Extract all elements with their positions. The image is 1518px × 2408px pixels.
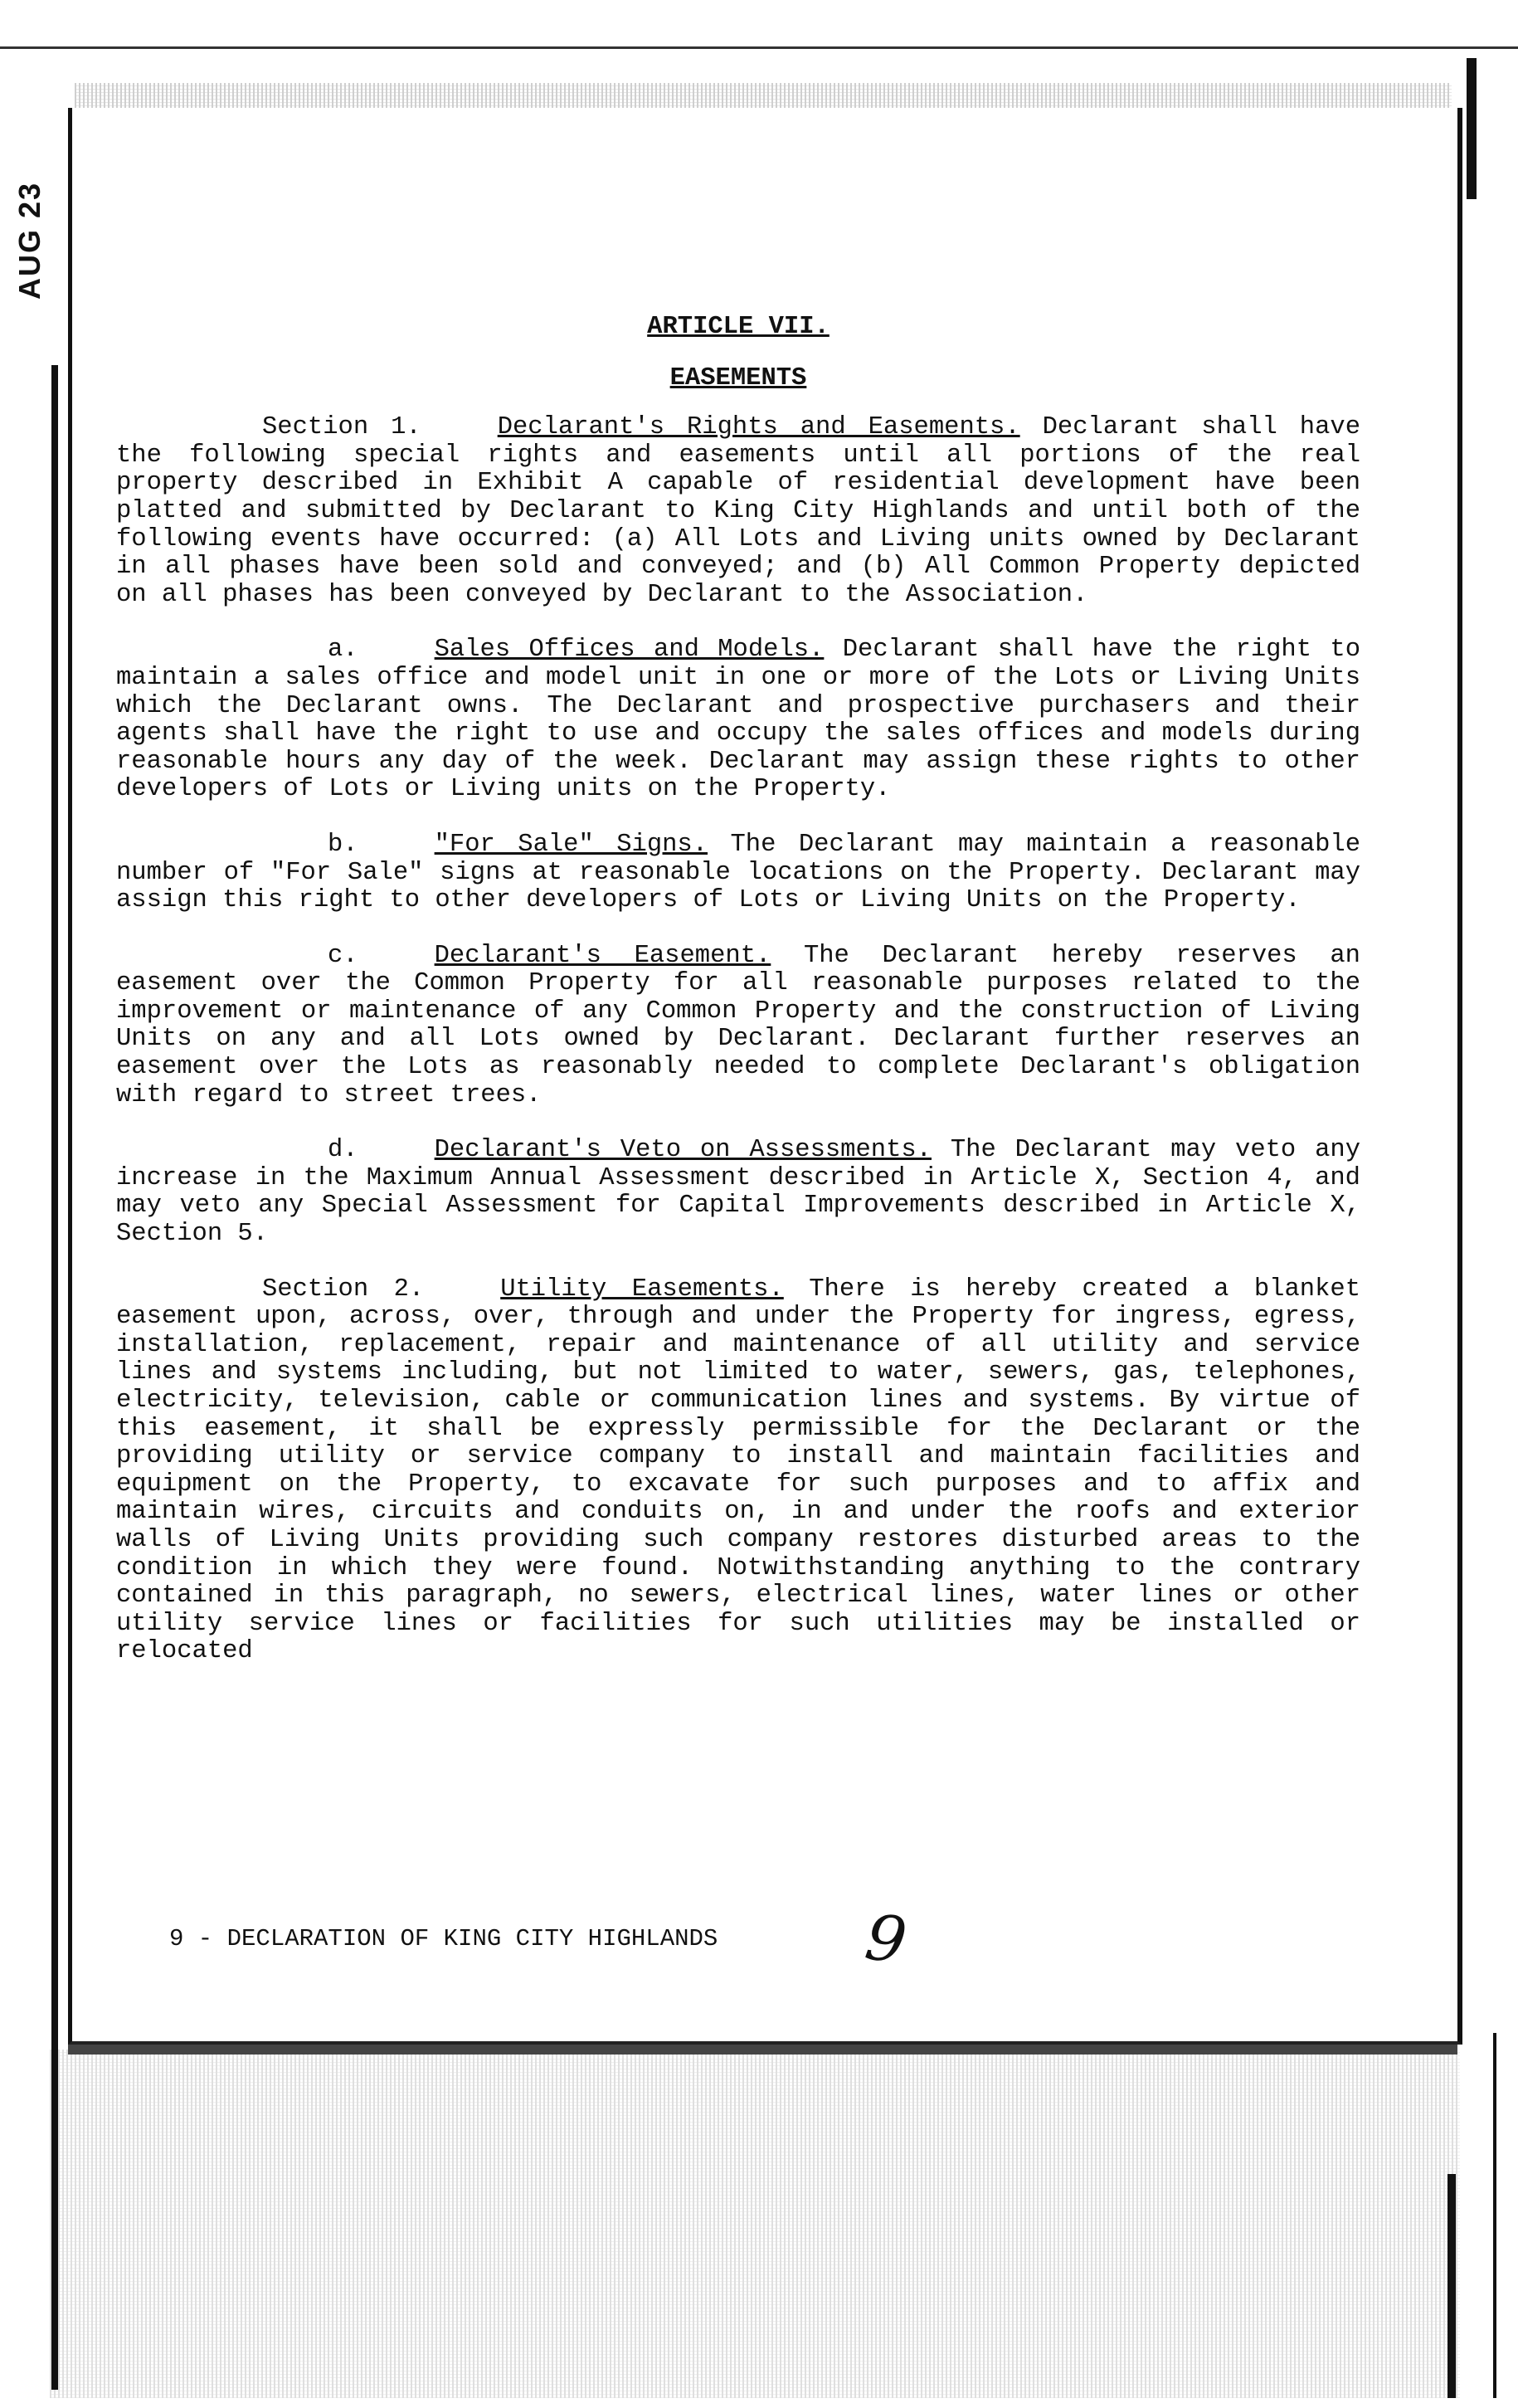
section-1 (116, 414, 1360, 609)
subsection-d (116, 1137, 1360, 1248)
article-subtitle: EASEMENTS (669, 363, 807, 392)
subsection-c-heading: Declarant's Easement. (434, 941, 771, 970)
right-margin-bar-bottom (1447, 2174, 1456, 2398)
section-2-heading: Utility Easements. (500, 1275, 784, 1304)
date-stamp: AUG 23 (12, 181, 47, 300)
subsection-c (116, 943, 1360, 1110)
section-1-heading: Declarant's Rights and Easements. (497, 413, 1020, 442)
subsection-b-body: The Declarant may maintain a reasonable number of "For Sale" signs at reasonable locations on the Property. Declarant may assign this right to other developers of Lots or Living Units on the Property. (116, 830, 1360, 915)
left-margin-bar (51, 365, 58, 2390)
right-edge-line (1493, 2033, 1496, 2398)
scan-noise-bottom (50, 2050, 1460, 2398)
subsection-c-label: c. (328, 941, 358, 970)
top-rule (0, 46, 1518, 49)
subsection-b (116, 831, 1360, 915)
section-2 (116, 1276, 1360, 1666)
subsection-b-label: b. (328, 830, 358, 859)
subsection-c-body: The Declarant hereby reserves an easement over the Common Property for all reasonable purposes related to the improvement or maintenance of any Common Property and the construction of Living Units on any and all Lots owned by Declarant. Declarant further reserves an easement over the Lots as reasonably needed to complete Declarant's obligation with regard to street trees. (116, 941, 1360, 1109)
subsection-a-label: a. (328, 636, 358, 665)
section-1-body: Declarant shall have the following special rights and easements until all portions of the real property described in Exhibit A capable of residential development have been platted and submitted by Declarant to King City Highlands and until both of the following events have occurred: (a) All Lots and Living units owned by Declarant in all phases have been sold and conveyed; and (b) All Common Property depicted on all phases has been conveyed by Declarant to the Association. (116, 413, 1360, 609)
subsection-d-body: The Declarant may veto any increase in the Maximum Annual Assessment described in Article X, Section 4, and may veto any Special Assessment for Capital Improvements described in Article X, Section 5. (116, 1136, 1360, 1249)
section-1-label: Section 1. (262, 413, 421, 442)
subsection-d-heading: Declarant's Veto on Assessments. (434, 1136, 932, 1165)
subsection-a-body: Declarant shall have the right to maintain a sales office and model unit in one or more of the Lots or Living Units which the Declarant owns. The Declarant and prospective purchasers and their agents shall have the right to use and occupy the sales offices and models during reasonable hours any day of the week. Declarant may assign these rights to other developers of Lots or Living units on the Property. (116, 636, 1360, 804)
subsection-a (116, 636, 1360, 804)
section-2-label: Section 2. (262, 1275, 425, 1304)
page-footer: 9 - DECLARATION OF KING CITY HIGHLANDS (169, 1925, 718, 1952)
subsection-d-label: d. (328, 1136, 358, 1165)
handwritten-page-number: 9 (861, 1899, 912, 1978)
right-margin-bar-top (1467, 58, 1477, 199)
subsection-b-heading: "For Sale" Signs. (434, 830, 708, 859)
section-2-body: There is hereby created a blanket easement upon, across, over, through and under the Property for ingress, egress, installation, replacement, repair and maintenance of all utility and service lines and systems including, but not limited to water, sewers, gas, telephones, electricity, television, cable or communication lines and systems. By virtue of this easement, it shall be expressly permissible for the Declarant or the providing utility or service company to install and maintain facilities and equipment on the Property, to excavate for such purposes and to affix and maintain wires, circuits and conduits on, in and under the roofs and exterior walls of Living Units providing such company restores disturbed areas to the condition in which they were found. Notwithstanding anything to the contrary contained in this paragraph, no sewers, electrical lines, water lines or other utility service lines or facilities for such utilities may be installed or relocated (116, 1275, 1360, 1666)
bottom-edge-bar (68, 2043, 1457, 2055)
subsection-a-heading: Sales Offices and Models. (434, 636, 825, 665)
document-body (116, 199, 1360, 1666)
article-title: ARTICLE VII. (647, 313, 830, 341)
